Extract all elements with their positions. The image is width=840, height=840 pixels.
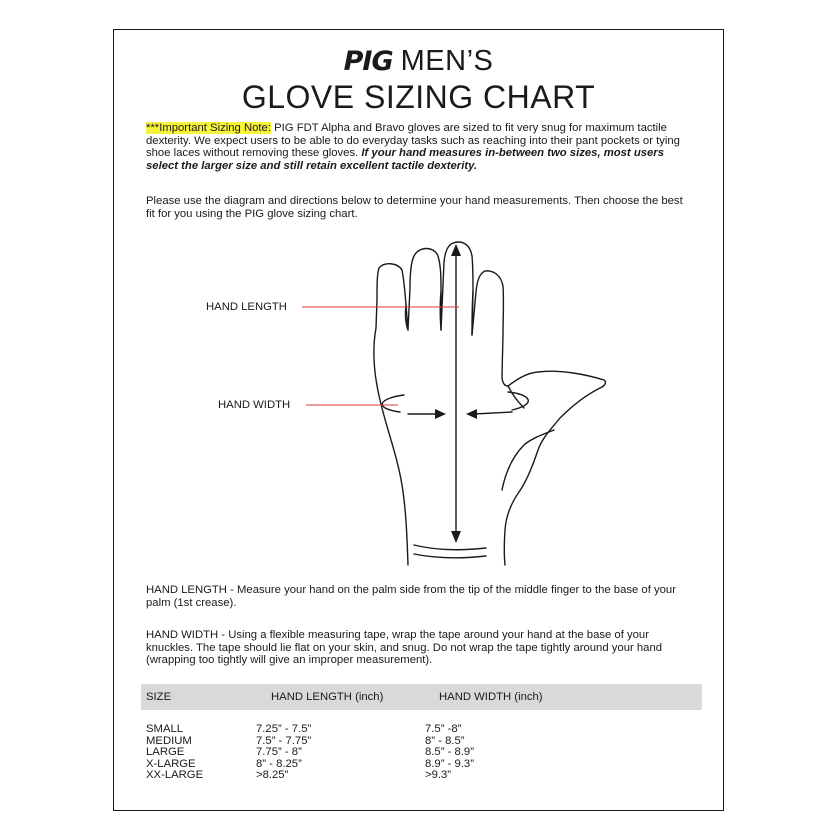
table-row — [146, 724, 686, 736]
size-cell: LARGE — [146, 746, 185, 759]
pig-logo: PIG — [343, 46, 393, 77]
size-table — [146, 724, 686, 782]
header-size: SIZE — [146, 691, 172, 703]
size-cell: MEDIUM — [146, 734, 192, 747]
width-cell: 8.5” - 8.9” — [425, 746, 474, 759]
table-row — [146, 747, 686, 759]
width-cell: 8.9” - 9.3” — [425, 757, 474, 770]
width-cell: 8” - 8.5” — [425, 734, 465, 747]
title-mens: MEN’S — [400, 45, 494, 77]
size-cell: X-LARGE — [146, 757, 196, 770]
page-title-line2: GLOVE SIZING CHART — [241, 79, 596, 115]
sizing-chart-page — [113, 29, 724, 811]
hand-length-label: HAND LENGTH — [206, 301, 287, 313]
size-cell: SMALL — [146, 723, 184, 735]
table-row — [146, 770, 686, 782]
width-cell: 7.5” -8” — [425, 723, 462, 735]
label-leader-lines — [302, 307, 459, 405]
table-row — [146, 759, 686, 771]
length-cell: >8.25” — [256, 769, 289, 782]
intro-text: Please use the diagram and directions below to determine your hand measurements. Then choose the best fit for you using the PIG glove sizing chart. — [146, 195, 683, 220]
hand-length-definition: HAND LENGTH - Measure your hand on the palm side from the tip of the middle finger to the base of your palm (1st crease). — [146, 584, 676, 609]
size-table-header — [141, 684, 702, 710]
length-cell: 7.5” - 7.75” — [256, 734, 312, 747]
size-cell: XX-LARGE — [146, 769, 204, 782]
table-row — [146, 736, 686, 748]
header-hand-length: HAND LENGTH (inch) — [271, 691, 384, 703]
length-cell: 7.75” - 8” — [256, 746, 302, 759]
hand-width-label: HAND WIDTH — [218, 399, 291, 411]
sizing-note-highlight: ***Important Sizing Note: — [146, 122, 271, 134]
hand-outline-icon — [374, 242, 605, 565]
header-hand-width: HAND WIDTH (inch) — [439, 691, 543, 703]
sizing-note-body: PIG FDT Alpha and Bravo gloves are sized to fit very snug for maximum tactile dexterity. We expect users to be able to do everyday tasks such as reaching into their pant pockets or tying shoe laces without removing these gloves. — [146, 122, 680, 160]
length-cell: 8” - 8.25” — [256, 757, 302, 770]
hand-diagram — [114, 30, 725, 570]
length-cell: 7.25” - 7.5” — [256, 723, 312, 735]
sizing-note-emphasis: If your hand measures in-between two sizes, most users select the larger size and still retain excellent tactile dexterity. — [146, 147, 664, 172]
hand-width-definition: HAND WIDTH - Using a flexible measuring tape, wrap the tape around your hand at the base of your knuckles. The tape should lie flat on your skin, and snug. Do not wrap the tape tightly around your hand (wrapping too tightly will give an improper measurement). — [146, 629, 663, 667]
width-cell: >9.3” — [425, 769, 452, 782]
length-arrow-icon — [451, 244, 461, 543]
